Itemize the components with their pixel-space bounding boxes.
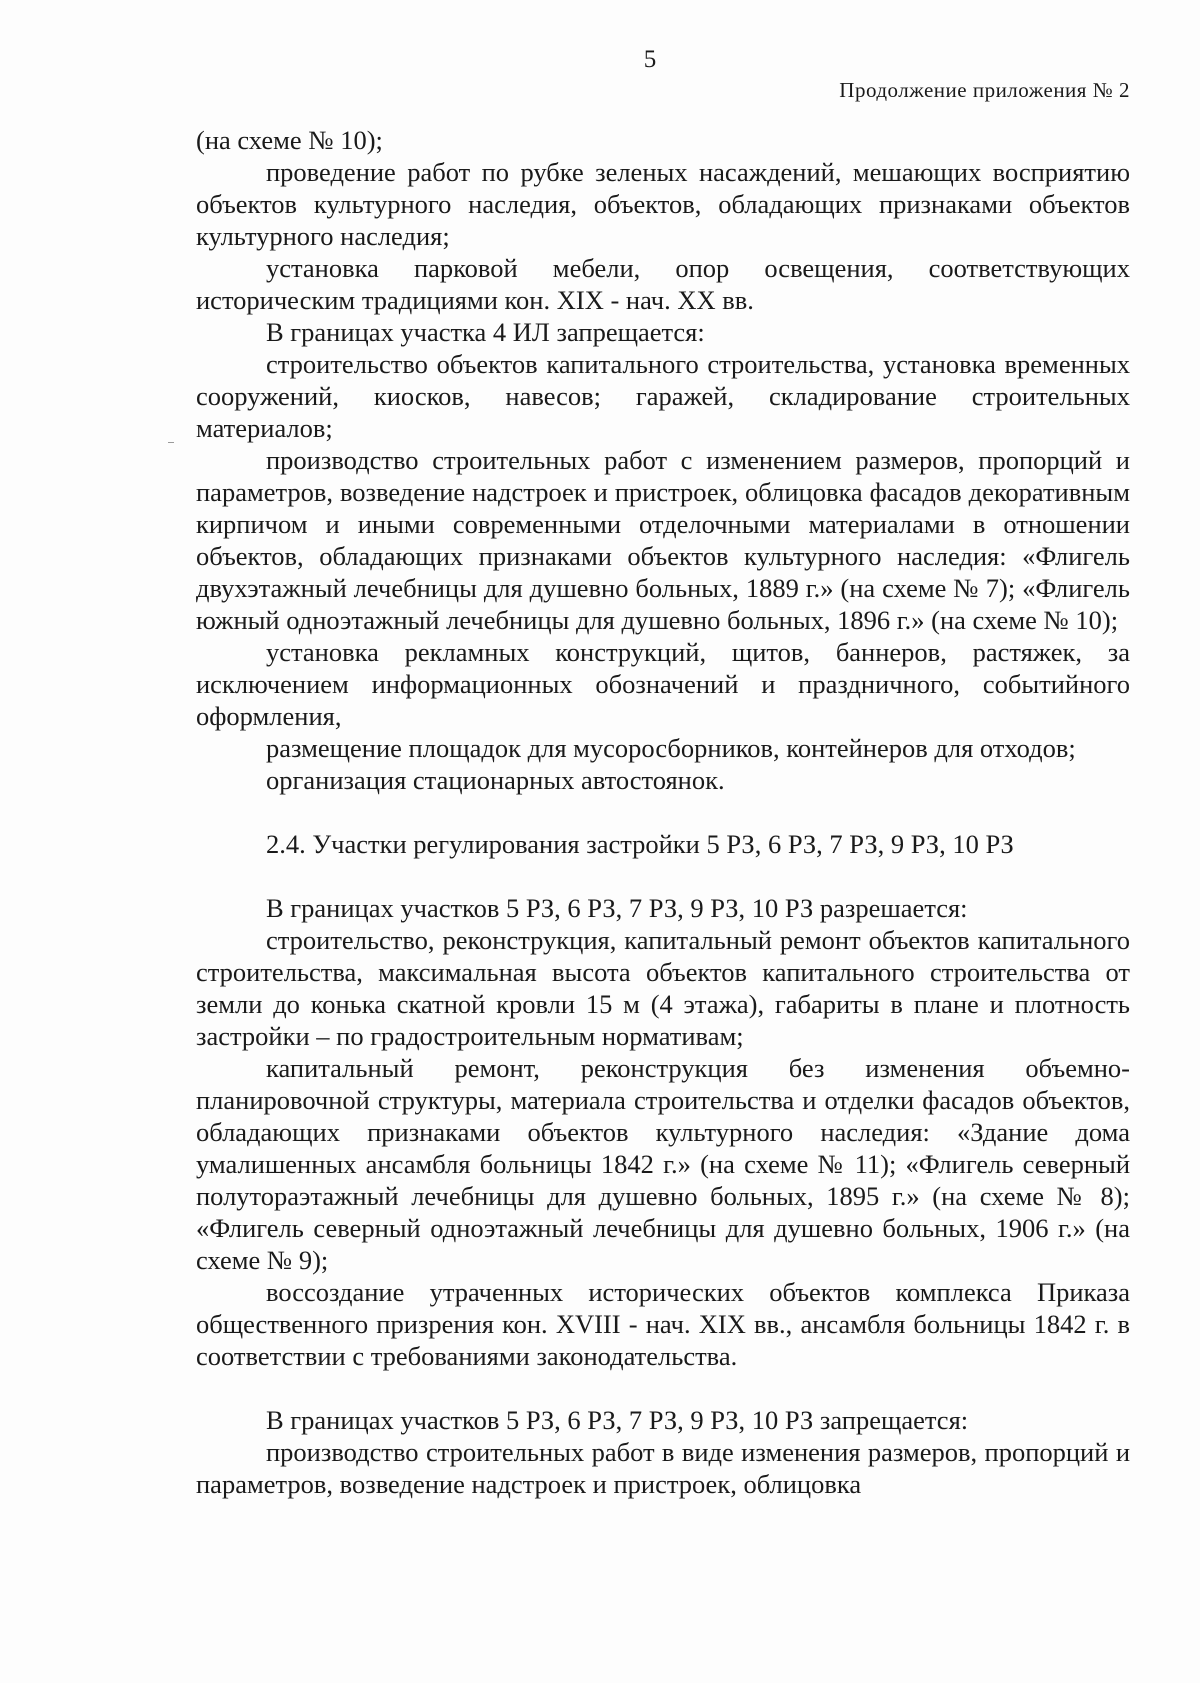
paragraph: производство строительных работ в виде изменения размеров, пропорций и параметров, возведение надстроек и пристроек, облицовка: [196, 1437, 1130, 1499]
spacer: [196, 860, 1130, 892]
paragraph: В границах участков 5 РЗ, 6 РЗ, 7 РЗ, 9 РЗ, 10 РЗ запрещается:: [266, 1405, 969, 1435]
page-number: 5: [643, 46, 657, 73]
paragraph: капитальный ремонт, реконструкция без изменения объемно-планировочной структуры, материала строительства и отделки фасадов объектов, обладающих признаками объектов культурного наследия: «Здание дома умалишенных ансамбля больницы 1842 г.» (на схеме № 11); «Флигель северный полутораэтажный лечебницы для душевно больных, 1895 г.» (на схеме № 8); «Флигель северный одноэтажный лечебницы для душевно больных, 1906 г.» (на схеме № 9);: [196, 1053, 1130, 1275]
paragraph: В границах участков 5 РЗ, 6 РЗ, 7 РЗ, 9 РЗ, 10 РЗ разрешается:: [266, 893, 968, 923]
spacer: [196, 796, 1130, 828]
section-heading: 2.4. Участки регулирования застройки 5 РЗ, 6 РЗ, 7 РЗ, 9 РЗ, 10 РЗ: [266, 829, 1014, 859]
scan-speck: [168, 442, 174, 443]
paragraph: воссоздание утраченных исторических объектов комплекса Приказа общественного призрения кон. XVIII - нач. XIX вв., ансамбля больницы 1842 г. в соответствии с требованиями законодательства.: [196, 1277, 1130, 1371]
paragraph: проведение работ по рубке зеленых насаждений, мешающих восприятию объектов культурного наследия, объектов, обладающих признаками объектов культурного наследия;: [196, 157, 1130, 251]
document-body: [196, 124, 1130, 1500]
paragraph: строительство объектов капитального строительства, установка временных сооружений, киосков, навесов; гаражей, складирование строительных материалов;: [196, 349, 1130, 443]
paragraph: производство строительных работ с изменением размеров, пропорций и параметров, возведение надстроек и пристроек, облицовка фасадов декоративным кирпичом и иными современными отделочными материалами в отношении объектов, обладающих признаками объектов культурного наследия: «Флигель двухэтажный лечебницы для душевно больных, 1889 г.» (на схеме № 7); «Флигель южный одноэтажный лечебницы для душевно больных, 1896 г.» (на схеме № 10);: [196, 445, 1130, 635]
spacer: [196, 1372, 1130, 1404]
paragraph: В границах участка 4 ИЛ запрещается:: [266, 317, 705, 347]
appendix-continuation-note: Продолжение приложения № 2: [839, 78, 1130, 102]
paragraph: строительство, реконструкция, капитальный ремонт объектов капитального строительства, максимальная высота объектов капитального строительства от земли до конька скатной кровли 15 м (4 этажа), габариты в плане и плотность застройки – по градостроительным нормативам;: [196, 925, 1130, 1051]
paragraph: организация стационарных автостоянок.: [266, 765, 725, 795]
paragraph: (на схеме № 10);: [196, 125, 383, 155]
paragraph: установка парковой мебели, опор освещения, соответствующих историческим традициями кон. XIX - нач. XX вв.: [196, 253, 1130, 315]
paragraph: установка рекламных конструкций, щитов, баннеров, растяжек, за исключением информационных обозначений и праздничного, событийного оформления,: [196, 637, 1130, 731]
paragraph: размещение площадок для мусоросборников, контейнеров для отходов;: [266, 733, 1076, 763]
